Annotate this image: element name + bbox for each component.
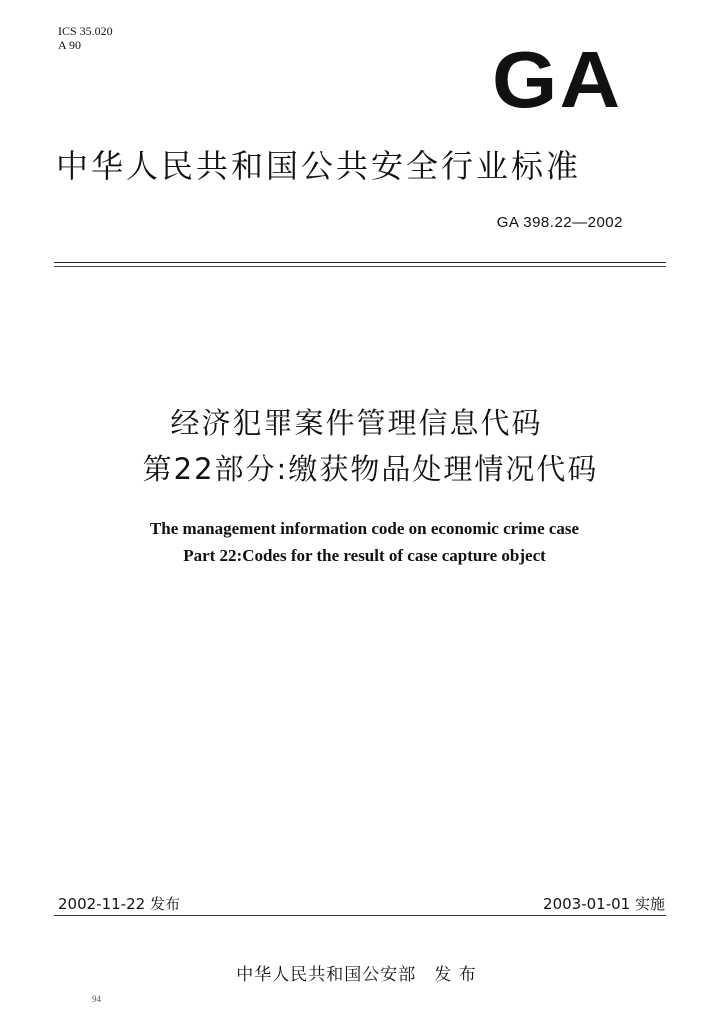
ga-logo: GA [492,35,623,124]
publisher: 中华人民共和国公安部 发 布 [236,965,477,985]
footer-divider [54,915,666,916]
ics-line: ICS 35.020 [58,24,113,38]
effective-date: 2003-01-01 实施 [543,895,665,913]
classification-line: A 90 [58,38,82,52]
standard-number: GA 398.22—2002 [496,214,623,231]
title-en-line1: The management information code on economic crime case [149,519,580,538]
header-divider [54,262,666,263]
page-number: 94 [92,994,101,1004]
ics-code [58,24,113,52]
standard-category-title: 中华人民共和国公共安全行业标准 [56,147,582,185]
title-cn-line1: 经济犯罪案件管理信息代码 [170,406,543,440]
issue-date: 2002-11-22 发布 [58,895,180,913]
title-en-line2: Part 22:Codes for the result of case capture object [183,546,546,565]
header-divider-secondary [54,266,666,267]
title-cn-line2: 第22部分:缴获物品处理情况代码 [142,452,599,486]
